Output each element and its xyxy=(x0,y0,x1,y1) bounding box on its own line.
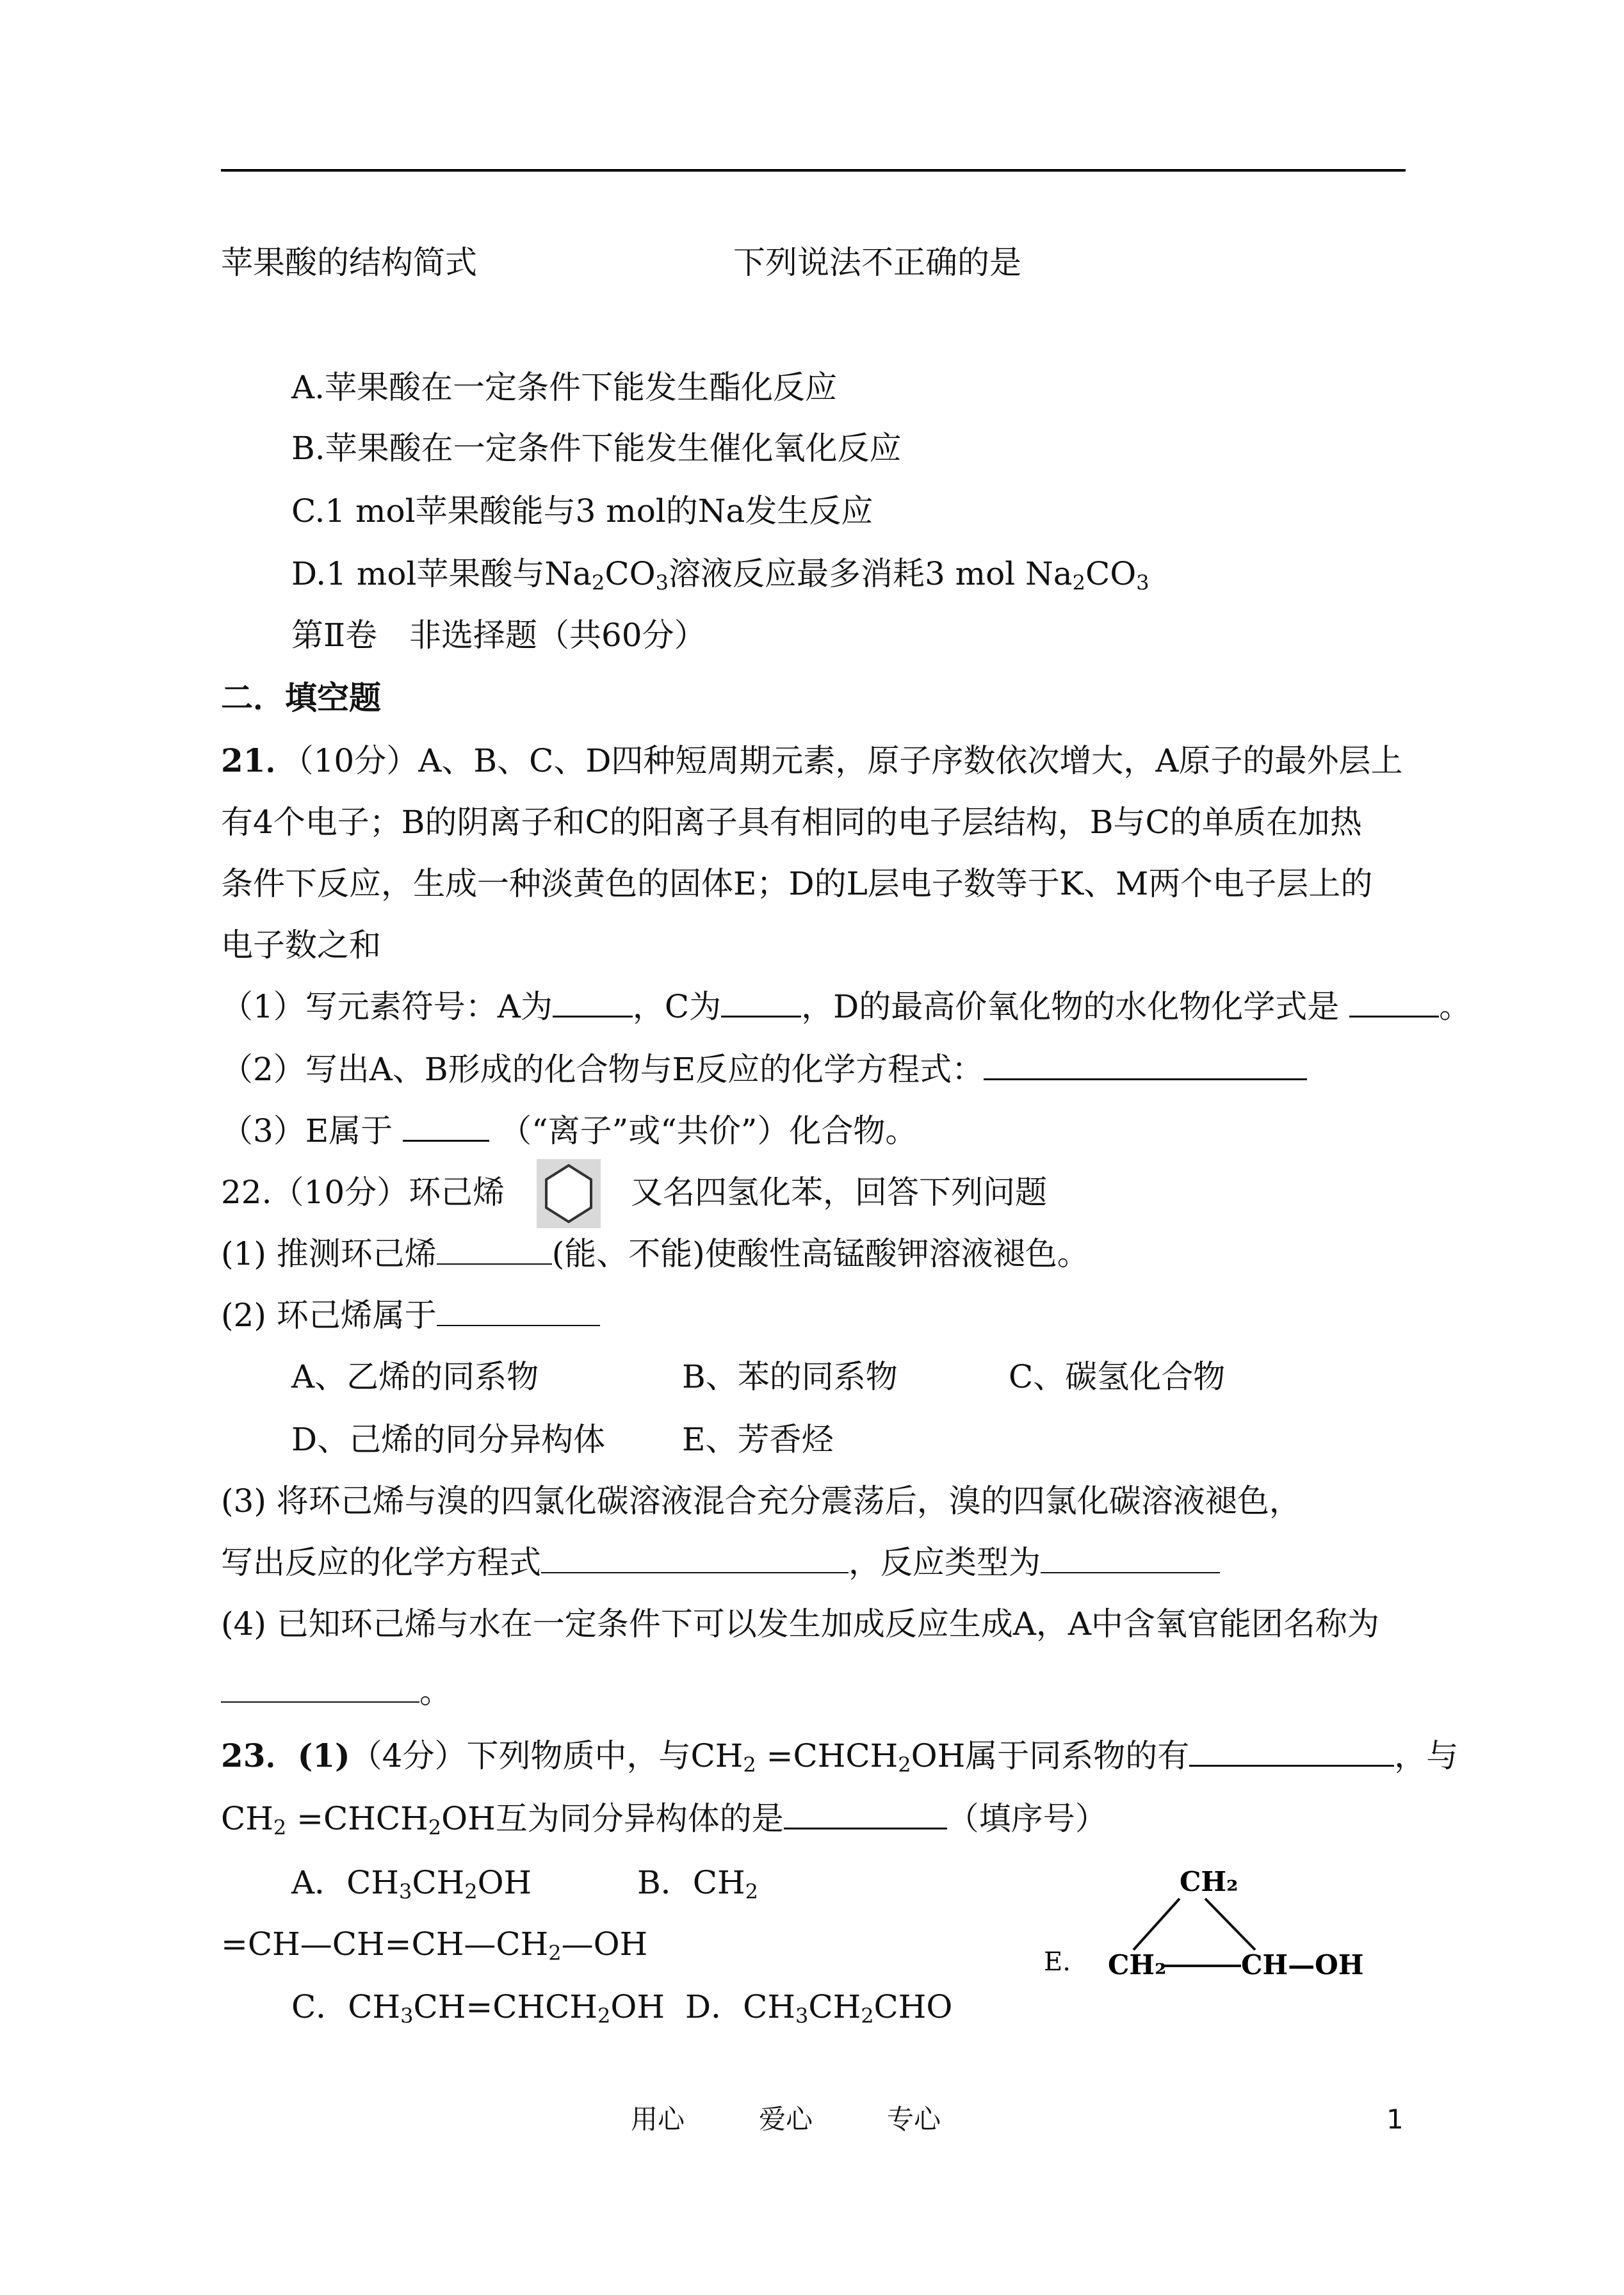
q22-option-d: D、己烯的同分异构体 xyxy=(291,1421,606,1458)
q22-option-c: C、碳氢化合物 xyxy=(1009,1358,1226,1395)
structure-left-ch2: CH₂ xyxy=(1108,1949,1167,1981)
option-a: A.苹果酸在一定条件下能发生酯化反应 xyxy=(291,369,838,406)
q22-part4: (4) 已知环己烯与水在一定条件下可以发生加成反应生成A，A中含氧官能团名称为 xyxy=(221,1605,1379,1642)
q23-option-b-cont: $=CH—CH=CH—CH_2—OH$ xyxy=(221,1926,648,1965)
q23-line2: $CH_2$ $=CHCH_2OH$互为同分异构体的是 （填序号） xyxy=(221,1800,1107,1840)
footer-word-3: 专心 xyxy=(887,2104,941,2135)
q21-part1: （1）写元素符号：A为 ，C为 ，D的最高价氧化物的水化物化学式是 。 xyxy=(221,988,1472,1025)
answer-blank[interactable] xyxy=(1189,1737,1394,1767)
option-c: C.1 mol苹果酸能与3 mol的Na发生反应 xyxy=(291,492,873,530)
answer-blank[interactable] xyxy=(541,1544,849,1573)
q21-line4: 电子数之和 xyxy=(221,927,381,964)
q22-option-b: B、苯的同系物 xyxy=(682,1358,898,1395)
question-stem: 下列说法不正确的是 xyxy=(733,244,1021,281)
answer-blank[interactable] xyxy=(221,1673,419,1703)
q22-part2: (2) 环己烯属于 xyxy=(221,1296,600,1334)
q23-option-c: C．$CH_3CH=CHCH_2OH$ xyxy=(291,1988,665,2028)
q21-part2: （2）写出A、B形成的化合物与E反应的化学方程式： xyxy=(221,1050,1307,1089)
q21-line1: 21．（10分）A、B、C、D四种短周期元素，原子序数依次增大，A原子的最外层上 xyxy=(221,742,1403,779)
volume-heading: 第Ⅱ卷 非选择题（共60分） xyxy=(291,617,706,654)
structure-top-ch2: CH₂ xyxy=(1180,1866,1238,1897)
section-title: 二．填空题 xyxy=(221,679,381,717)
answer-blank[interactable] xyxy=(784,1799,947,1829)
q22-option-e: E、芳香烃 xyxy=(682,1421,834,1458)
answer-blank[interactable] xyxy=(984,1050,1307,1080)
q21-line3: 条件下反应，生成一种淡黄色的固体E；D的L层电子数等于K、M两个电子层上的 xyxy=(221,865,1373,902)
answer-blank[interactable] xyxy=(403,1112,489,1142)
answer-blank[interactable] xyxy=(721,987,801,1018)
structure-right-choh: CH—OH xyxy=(1241,1949,1364,1981)
option-b: B.苹果酸在一定条件下能发生催化氧化反应 xyxy=(291,430,902,467)
answer-blank[interactable] xyxy=(1349,987,1439,1018)
footer-word-2: 爱心 xyxy=(759,2104,813,2135)
q22-part1: (1) 推测环己烯 (能、不能)使酸性高锰酸钾溶液褪色。 xyxy=(221,1235,1089,1272)
cyclohexene-ring xyxy=(546,1165,591,1222)
q22-part3-line1: (3) 将环己烯与溴的四氯化碳溶液混合充分震荡后，溴的四氯化碳溶液褪色， xyxy=(221,1482,1301,1520)
q22-heading-part2: 又名四氢化苯，回答下列问题 xyxy=(631,1174,1047,1211)
answer-blank[interactable] xyxy=(437,1235,552,1265)
q23-option-b: B．$CH_2$ xyxy=(637,1864,758,1904)
cyclohexene-structure xyxy=(537,1159,601,1228)
bond-right xyxy=(1205,1899,1255,1950)
header-rule xyxy=(221,169,1406,172)
bond-left xyxy=(1133,1899,1180,1950)
q23-option-a: A．$CH_3CH_2OH$ xyxy=(291,1864,532,1904)
q22-part3-line2: 写出反应的化学方程式 ，反应类型为 xyxy=(221,1543,1220,1582)
page-number: 1 xyxy=(1386,2104,1404,2135)
q22-heading-part1: 22.（10分）环己烯 xyxy=(221,1174,505,1211)
q22-part4-answer: 。 xyxy=(221,1673,451,1711)
answer-blank[interactable] xyxy=(553,987,633,1018)
q21-line2: 有4个电子；B的阴离子和C的阳离子具有相同的电子层结构，B与C的单质在加热 xyxy=(221,804,1362,841)
option-d: D.1 mol苹果酸与$Na_2CO_3$溶液反应最多消耗3 mol $Na_2CO_3$ xyxy=(291,555,1149,595)
q21-part3: （3）E属于 （“离子”或“共价”）化合物。 xyxy=(221,1112,918,1149)
answer-blank[interactable] xyxy=(1041,1544,1220,1573)
malic-acid-structure-label: 苹果酸的结构简式 xyxy=(221,244,477,281)
q23-line1: 23．(1)（4分）下列物质中，与$CH_2$ $=CHCH_2OH$属于同系物的有 ，与 xyxy=(221,1737,1459,1777)
q23-option-d: D．$CH_3CH_2CHO$ xyxy=(685,1988,953,2028)
answer-blank[interactable] xyxy=(437,1297,600,1326)
footer-word-1: 用心 xyxy=(631,2104,685,2135)
q22-option-a: A、乙烯的同系物 xyxy=(291,1358,539,1395)
cyclopropanol-structure xyxy=(1037,1860,1396,1988)
option-e-label: E. xyxy=(1044,1947,1071,1977)
